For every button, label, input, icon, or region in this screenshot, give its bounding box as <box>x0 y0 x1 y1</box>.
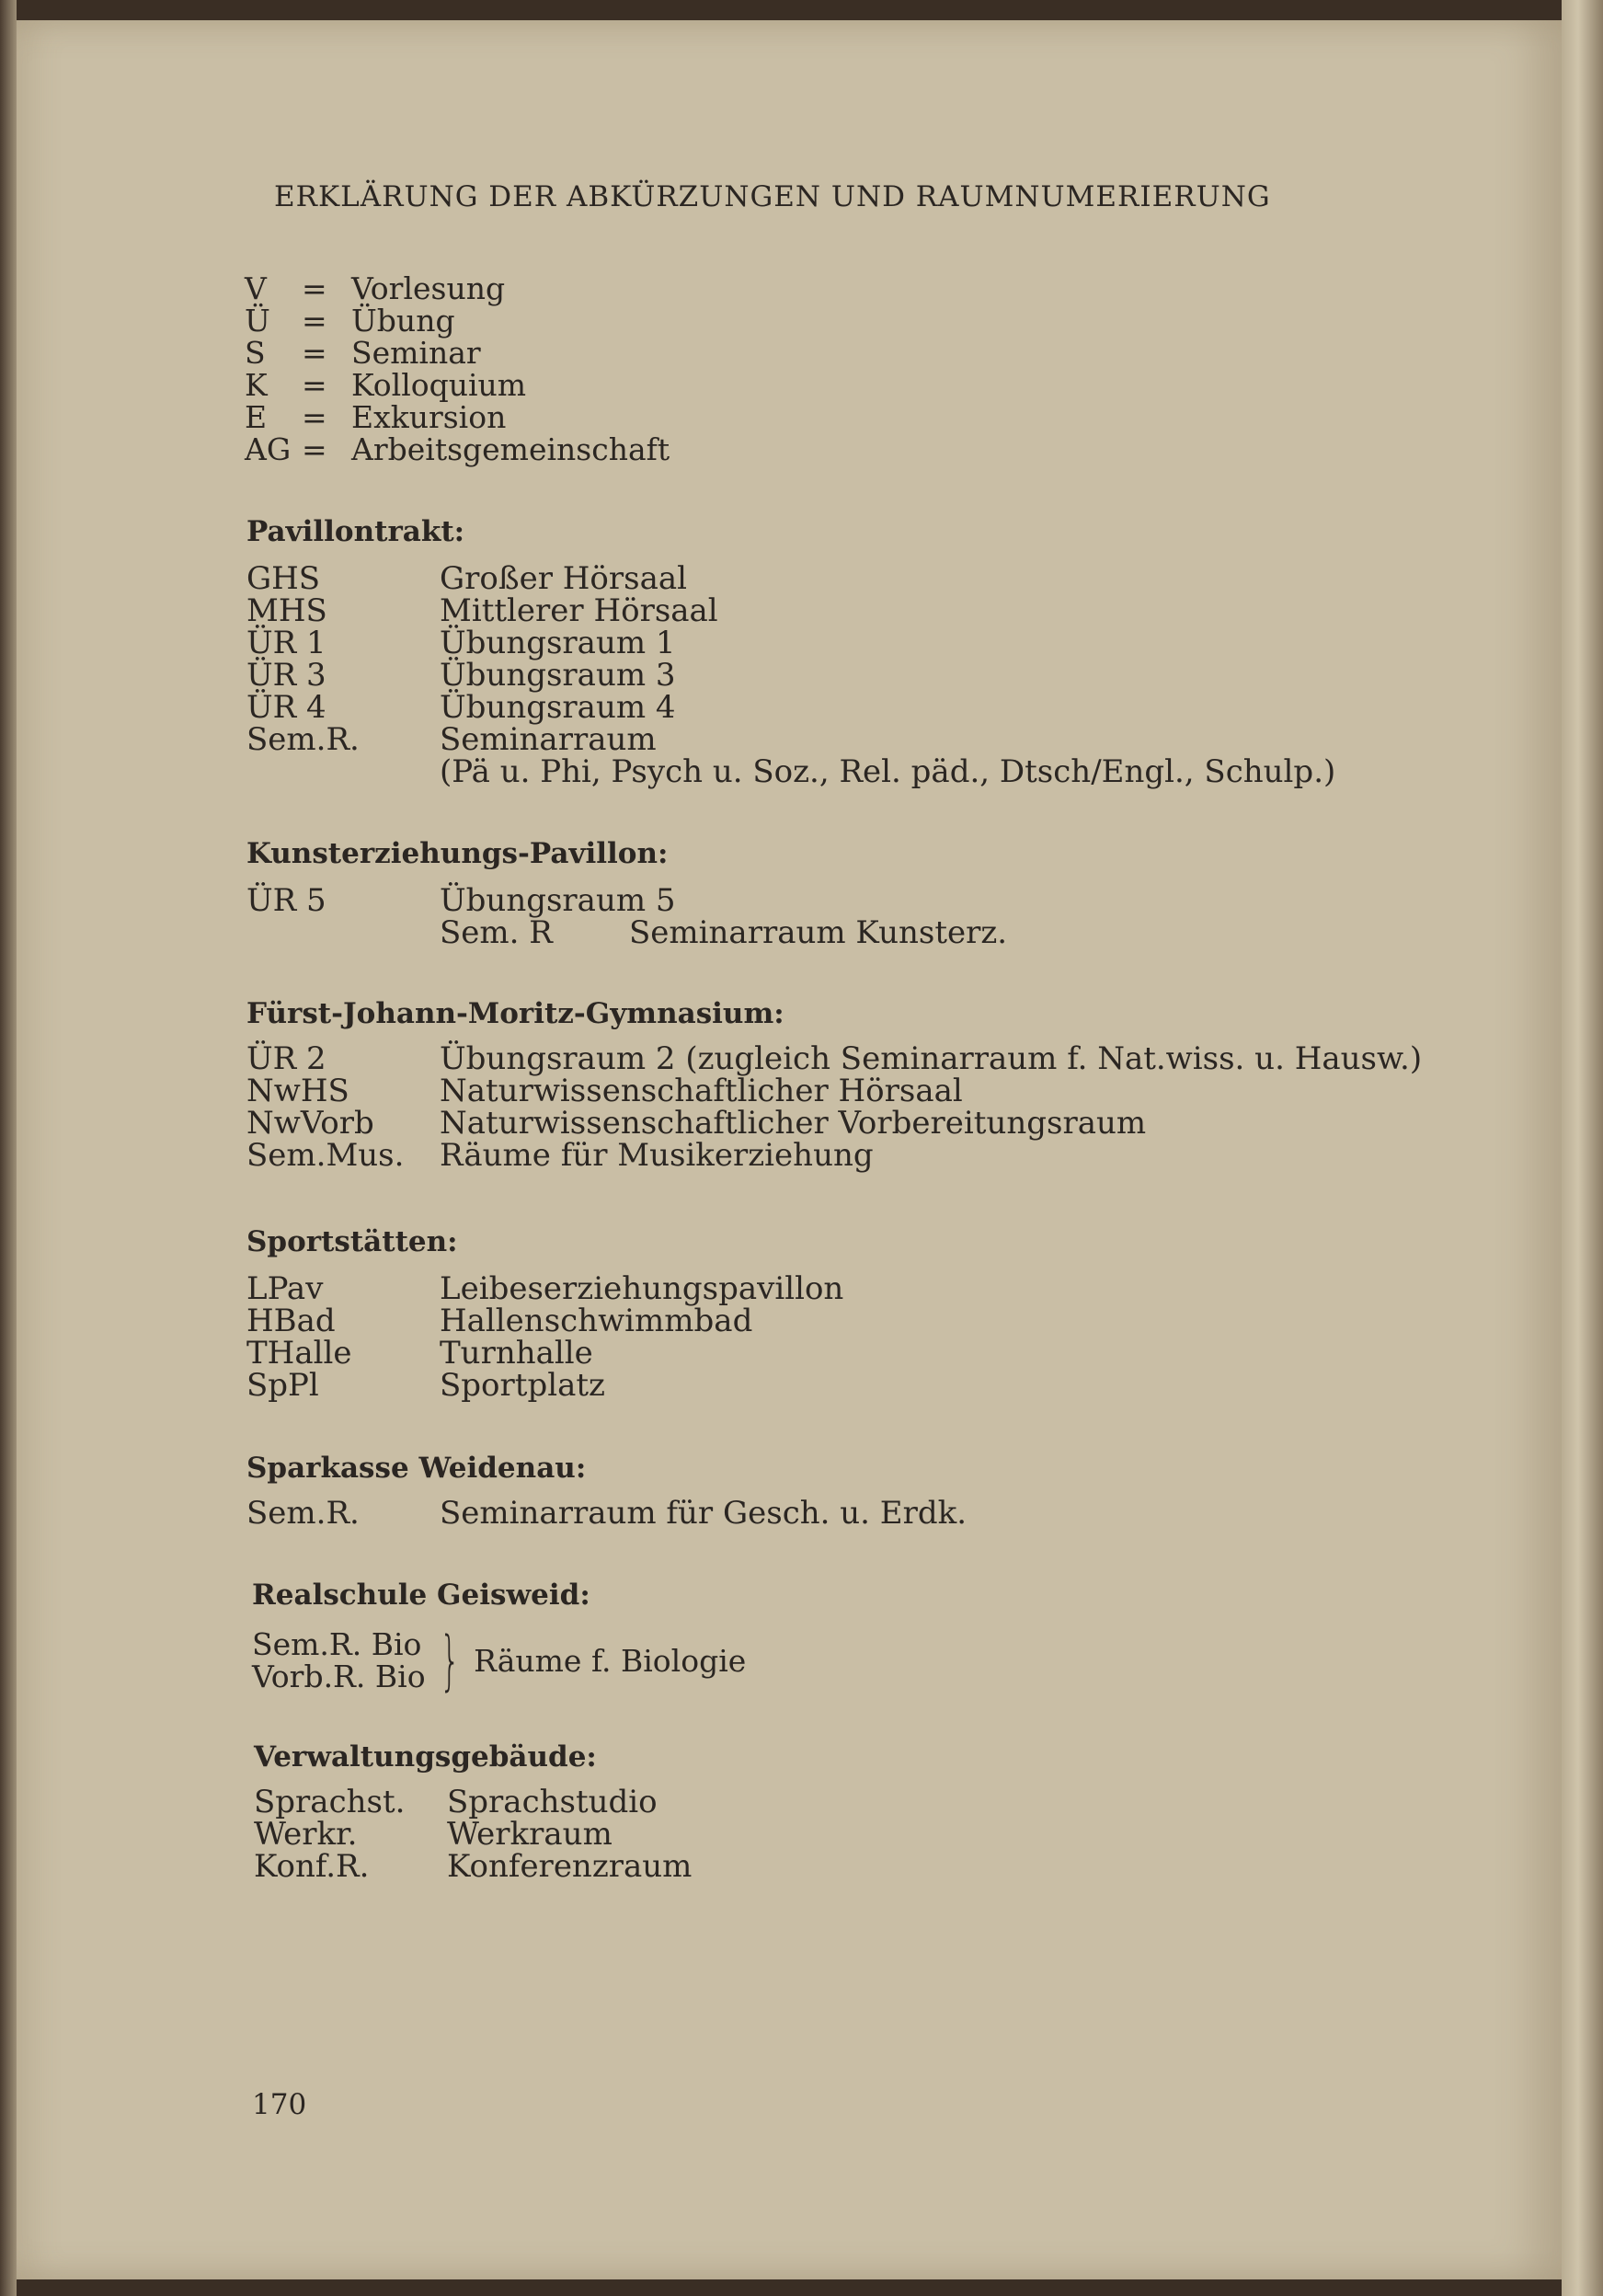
abbreviation-key: K <box>245 367 268 403</box>
room-code: NwHS <box>246 1073 349 1109</box>
room-subrow <box>246 914 1008 951</box>
gymnasium-list <box>246 1040 1423 1174</box>
room-code: ÜR 3 <box>246 657 326 694</box>
room-row <box>246 1137 1422 1174</box>
room-code: MHS <box>246 592 327 629</box>
room-description: Großer Hörsaal <box>440 560 688 597</box>
pavillontrakt-list <box>246 560 1336 790</box>
abbreviation-key: AG <box>245 431 292 467</box>
room-description: Naturwissenschaftlicher Hörsaal <box>440 1073 963 1109</box>
room-row <box>246 882 1007 919</box>
abbreviation-row <box>245 337 670 369</box>
verwaltung-list <box>254 1786 692 1883</box>
abbreviation-value: Kolloquium <box>351 367 527 403</box>
room-description: Übungsraum 4 <box>440 689 676 726</box>
room-row <box>246 627 1335 660</box>
abbreviation-row <box>245 401 670 433</box>
room-description: Konferenzraum <box>447 1848 693 1885</box>
room-code: Sem. R <box>440 914 553 951</box>
room-code: Sem.Mus. <box>246 1137 405 1174</box>
abbreviation-value: Vorlesung <box>351 270 506 306</box>
room-description: Hallenschwimmbad <box>440 1303 753 1339</box>
room-row <box>246 1495 968 1532</box>
room-row <box>254 1848 693 1885</box>
page-number: 170 <box>252 2088 307 2121</box>
kunsterziehung-list <box>246 882 1008 951</box>
room-row <box>246 1105 1422 1142</box>
room-code: ÜR 4 <box>246 689 326 726</box>
room-code: NwVorb <box>246 1105 374 1142</box>
abbreviation-value: Exkursion <box>351 399 507 435</box>
room-description: Turnhalle <box>440 1335 593 1372</box>
room-row <box>254 1816 692 1853</box>
room-description: Übungsraum 1 <box>440 625 676 661</box>
equals-sign: = <box>302 367 327 403</box>
page-edge <box>1562 0 1603 2296</box>
room-description: Seminarraum für Gesch. u. Erdk. <box>440 1495 968 1532</box>
room-description: Seminarraum <box>440 721 657 758</box>
room-description: Übungsraum 2 (zugleich Seminarraum f. Nat.wiss. u. Hausw.) <box>440 1040 1423 1077</box>
abbreviation-value: Seminar <box>351 335 481 371</box>
room-code: THalle <box>246 1335 352 1372</box>
section-title-kunsterziehung: Kunsterziehungs-Pavillon: <box>246 837 669 870</box>
abbreviation-value: Arbeitsgemeinschaft <box>351 431 670 467</box>
room-description: Werkraum <box>447 1816 613 1853</box>
room-row <box>246 657 1335 694</box>
room-description: Räume für Musikerziehung <box>440 1137 874 1174</box>
section-title-sport: Sportstätten: <box>246 1225 458 1258</box>
room-row <box>246 1305 843 1337</box>
abbreviation-value: Übung <box>351 303 455 339</box>
room-code: Sprachst. <box>254 1784 406 1820</box>
equals-sign: = <box>302 270 327 306</box>
sport-list <box>246 1270 844 1404</box>
room-code: HBad <box>246 1303 336 1339</box>
equals-sign: = <box>302 399 327 435</box>
book-spine-shadow <box>0 0 17 2296</box>
room-code: SpPl <box>246 1367 319 1404</box>
abbreviation-list <box>245 272 670 465</box>
room-description: Seminarraum Kunsterz. <box>629 914 1008 951</box>
room-description: Mittlerer Hörsaal <box>440 592 718 629</box>
room-row <box>246 1337 843 1370</box>
room-description: Übungsraum 5 <box>440 882 676 919</box>
equals-sign: = <box>302 335 327 371</box>
room-row <box>246 1367 843 1404</box>
room-description: Sprachstudio <box>447 1784 658 1820</box>
room-code: Sem.R. <box>246 721 360 758</box>
room-row <box>246 1270 844 1307</box>
abbreviation-key: Ü <box>245 303 270 339</box>
room-row <box>246 689 1335 726</box>
section-title-pavillontrakt: Pavillontrakt: <box>246 515 465 548</box>
equals-sign: = <box>302 431 327 467</box>
abbreviation-key: E <box>245 399 268 435</box>
room-row <box>246 560 1335 597</box>
section-title-sparkasse: Sparkasse Weidenau: <box>246 1452 587 1485</box>
room-code: ÜR 5 <box>246 882 326 919</box>
equals-sign: = <box>302 303 327 339</box>
room-code: Sem.R. <box>246 1495 360 1532</box>
room-row <box>254 1786 692 1819</box>
abbreviation-row <box>245 272 670 304</box>
room-description: Leibeserziehungspavillon <box>440 1270 844 1307</box>
room-description: Übungsraum 3 <box>440 657 676 694</box>
room-code: Sem.R. Bio <box>252 1626 422 1662</box>
abbreviation-row <box>245 304 670 337</box>
room-code: ÜR 1 <box>246 625 326 661</box>
room-code: ÜR 2 <box>246 1040 326 1077</box>
room-row <box>246 592 1335 629</box>
room-code: Konf.R. <box>254 1848 370 1885</box>
sparkasse-list <box>246 1495 968 1532</box>
seminar-room-note: (Pä u. Phi, Psych u. Soz., Rel. päd., Dtsch/Engl., Schulp.) <box>440 753 1336 790</box>
room-row <box>246 1040 1423 1077</box>
abbreviation-row <box>245 369 670 401</box>
section-title-verwaltung: Verwaltungsgebäude: <box>254 1740 597 1774</box>
room-code: Werkr. <box>254 1816 358 1853</box>
realschule-list <box>252 1623 747 1698</box>
room-description: Naturwissenschaftlicher Vorbereitungsraum <box>440 1105 1147 1142</box>
abbreviation-row <box>245 433 670 465</box>
room-description: Sportplatz <box>440 1367 605 1404</box>
section-title-gymnasium: Fürst-Johann-Moritz-Gymnasium: <box>246 997 784 1030</box>
room-codes <box>252 1628 426 1693</box>
room-code: Vorb.R. Bio <box>252 1659 426 1694</box>
room-description: Räume f. Biologie <box>474 1642 747 1679</box>
abbreviation-key: S <box>245 335 266 371</box>
room-code: GHS <box>246 560 321 597</box>
room-row <box>246 721 1335 758</box>
room-code: LPav <box>246 1270 324 1307</box>
room-row <box>246 1075 1422 1108</box>
section-title-realschule: Realschule Geisweid: <box>252 1578 590 1612</box>
abbreviation-key: V <box>245 270 267 306</box>
page-heading: ERKLÄRUNG DER ABKÜRZUNGEN UND RAUMNUMERIERUNG <box>274 180 1271 213</box>
curly-brace-icon: } <box>439 1623 460 1698</box>
